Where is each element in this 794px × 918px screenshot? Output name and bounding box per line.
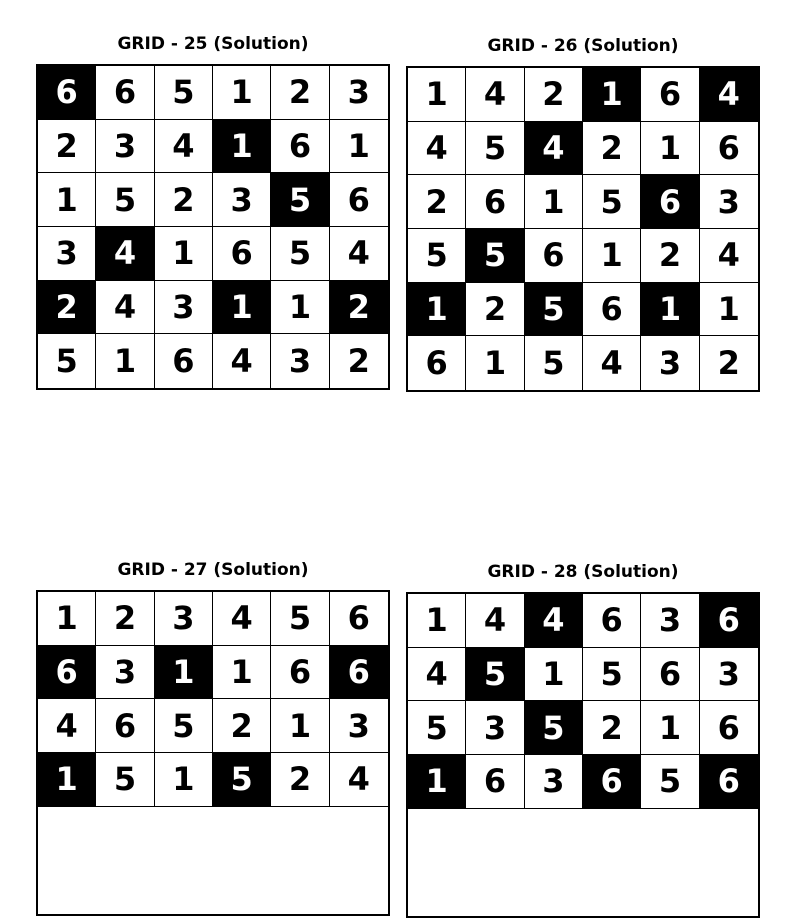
grid-cell: 4 xyxy=(408,648,466,702)
number-grid xyxy=(36,64,390,390)
grid-cell: 5 xyxy=(466,122,524,176)
shaded-cell: 1 xyxy=(408,755,466,809)
grid-cell: 4 xyxy=(330,753,388,807)
grid-cell: 6 xyxy=(271,646,329,700)
grid-cell: 6 xyxy=(583,283,641,337)
grid-cell: 1 xyxy=(583,229,641,283)
grid-cell: 6 xyxy=(700,122,758,176)
grid-cell: 6 xyxy=(213,227,271,281)
grid-cell: 4 xyxy=(330,227,388,281)
shaded-cell: 5 xyxy=(271,173,329,227)
grid-cell: 1 xyxy=(155,753,213,807)
shaded-cell: 4 xyxy=(525,594,583,648)
grid-cell: 3 xyxy=(155,281,213,335)
shaded-cell: 1 xyxy=(213,120,271,174)
grid-cell: 2 xyxy=(408,175,466,229)
grid-cell: 6 xyxy=(583,594,641,648)
grid-cell: 4 xyxy=(213,334,271,388)
grid-cell: 3 xyxy=(466,701,524,755)
grid-cell: 4 xyxy=(96,281,154,335)
grid-cell: 1 xyxy=(641,122,699,176)
grid-cell: 1 xyxy=(641,701,699,755)
shaded-cell: 5 xyxy=(525,701,583,755)
grid-cell: 2 xyxy=(271,753,329,807)
grid-cell: 4 xyxy=(466,594,524,648)
grid-cell: 2 xyxy=(583,122,641,176)
shaded-cell: 6 xyxy=(583,755,641,809)
grid-cell: 6 xyxy=(408,336,466,390)
grid-cell: 6 xyxy=(641,648,699,702)
grid-cell: 2 xyxy=(96,592,154,646)
shaded-cell: 1 xyxy=(641,283,699,337)
grid-cell: 1 xyxy=(408,68,466,122)
grid-cell: 3 xyxy=(96,120,154,174)
grid-cell: 6 xyxy=(330,592,388,646)
grid-cell: 5 xyxy=(641,755,699,809)
puzzle-grid-25 xyxy=(36,34,390,394)
shaded-cell: 4 xyxy=(525,122,583,176)
grid-cell: 3 xyxy=(330,66,388,120)
shaded-cell: 1 xyxy=(38,753,96,807)
grid-cell: 1 xyxy=(155,227,213,281)
grid-cell: 1 xyxy=(525,175,583,229)
shaded-cell: 1 xyxy=(155,646,213,700)
grid-cell: 6 xyxy=(641,68,699,122)
grid-cell: 1 xyxy=(525,648,583,702)
shaded-cell: 1 xyxy=(583,68,641,122)
grid-cell: 1 xyxy=(271,699,329,753)
shaded-cell: 5 xyxy=(213,753,271,807)
grid-cell: 1 xyxy=(466,336,524,390)
shaded-cell: 1 xyxy=(213,281,271,335)
grid-cell: 2 xyxy=(330,334,388,388)
grid-cell: 5 xyxy=(155,66,213,120)
grid-title: GRID - 27 (Solution) xyxy=(117,560,309,580)
grid-cell: 6 xyxy=(466,755,524,809)
grid-cell: 2 xyxy=(466,283,524,337)
grid-cell: 4 xyxy=(700,229,758,283)
shaded-cell: 6 xyxy=(38,646,96,700)
shaded-cell: 4 xyxy=(700,68,758,122)
grid-cell: 4 xyxy=(155,120,213,174)
puzzle-grid-28 xyxy=(406,562,760,802)
grid-cell: 2 xyxy=(583,701,641,755)
grid-cell: 5 xyxy=(583,175,641,229)
grid-cell: 3 xyxy=(38,227,96,281)
shaded-cell: 4 xyxy=(96,227,154,281)
grid-cell: 1 xyxy=(700,283,758,337)
grid-cell: 6 xyxy=(155,334,213,388)
grid-cell: 5 xyxy=(271,227,329,281)
grid-cell: 3 xyxy=(96,646,154,700)
grid-cell: 2 xyxy=(155,173,213,227)
grid-cell: 1 xyxy=(330,120,388,174)
shaded-cell: 6 xyxy=(38,66,96,120)
shaded-cell: 5 xyxy=(466,648,524,702)
shaded-cell: 6 xyxy=(700,594,758,648)
grid-cell: 5 xyxy=(271,592,329,646)
grid-cell: 1 xyxy=(213,66,271,120)
grid-cell: 1 xyxy=(96,334,154,388)
grid-cell: 6 xyxy=(466,175,524,229)
grid-cell: 6 xyxy=(271,120,329,174)
shaded-cell: 2 xyxy=(330,281,388,335)
grid-cell: 2 xyxy=(213,699,271,753)
grid-cell: 3 xyxy=(641,594,699,648)
grid-cell: 5 xyxy=(525,336,583,390)
shaded-cell: 5 xyxy=(466,229,524,283)
grid-cell: 2 xyxy=(38,120,96,174)
shaded-cell: 6 xyxy=(700,755,758,809)
grid-cell: 5 xyxy=(583,648,641,702)
grid-cell: 6 xyxy=(700,701,758,755)
puzzle-grid-27 xyxy=(36,560,390,800)
grid-cell: 3 xyxy=(330,699,388,753)
shaded-cell: 5 xyxy=(525,283,583,337)
grid-cell: 5 xyxy=(96,753,154,807)
grid-cell: 3 xyxy=(525,755,583,809)
grid-cell: 5 xyxy=(408,701,466,755)
puzzle-grid-26 xyxy=(406,36,760,396)
grid-cell: 2 xyxy=(271,66,329,120)
grid-cell: 3 xyxy=(641,336,699,390)
grid-cell: 4 xyxy=(213,592,271,646)
grid-cell: 4 xyxy=(466,68,524,122)
grid-cell: 3 xyxy=(213,173,271,227)
grid-cell: 6 xyxy=(330,173,388,227)
grid-cell: 6 xyxy=(96,699,154,753)
grid-cell: 3 xyxy=(700,175,758,229)
grid-cell: 6 xyxy=(525,229,583,283)
grid-cell: 5 xyxy=(155,699,213,753)
grid-cell: 1 xyxy=(38,592,96,646)
grid-cell: 4 xyxy=(583,336,641,390)
number-grid xyxy=(406,66,760,392)
number-grid xyxy=(406,592,760,918)
grid-cell: 5 xyxy=(38,334,96,388)
grid-cell: 2 xyxy=(641,229,699,283)
grid-cell: 5 xyxy=(96,173,154,227)
grid-title: GRID - 25 (Solution) xyxy=(117,34,309,54)
grid-cell: 1 xyxy=(38,173,96,227)
grid-cell: 3 xyxy=(271,334,329,388)
shaded-cell: 6 xyxy=(641,175,699,229)
shaded-cell: 6 xyxy=(330,646,388,700)
grid-cell: 3 xyxy=(155,592,213,646)
grid-title: GRID - 28 (Solution) xyxy=(487,562,679,582)
grid-cell: 1 xyxy=(213,646,271,700)
grid-cell: 6 xyxy=(96,66,154,120)
grid-cell: 3 xyxy=(700,648,758,702)
grid-title: GRID - 26 (Solution) xyxy=(487,36,679,56)
number-grid xyxy=(36,590,390,916)
grid-cell: 4 xyxy=(408,122,466,176)
grid-cell: 4 xyxy=(38,699,96,753)
grid-cell: 1 xyxy=(408,594,466,648)
grid-cell: 2 xyxy=(525,68,583,122)
grid-cell: 2 xyxy=(700,336,758,390)
shaded-cell: 2 xyxy=(38,281,96,335)
grid-cell: 5 xyxy=(408,229,466,283)
shaded-cell: 1 xyxy=(408,283,466,337)
grid-cell: 1 xyxy=(271,281,329,335)
